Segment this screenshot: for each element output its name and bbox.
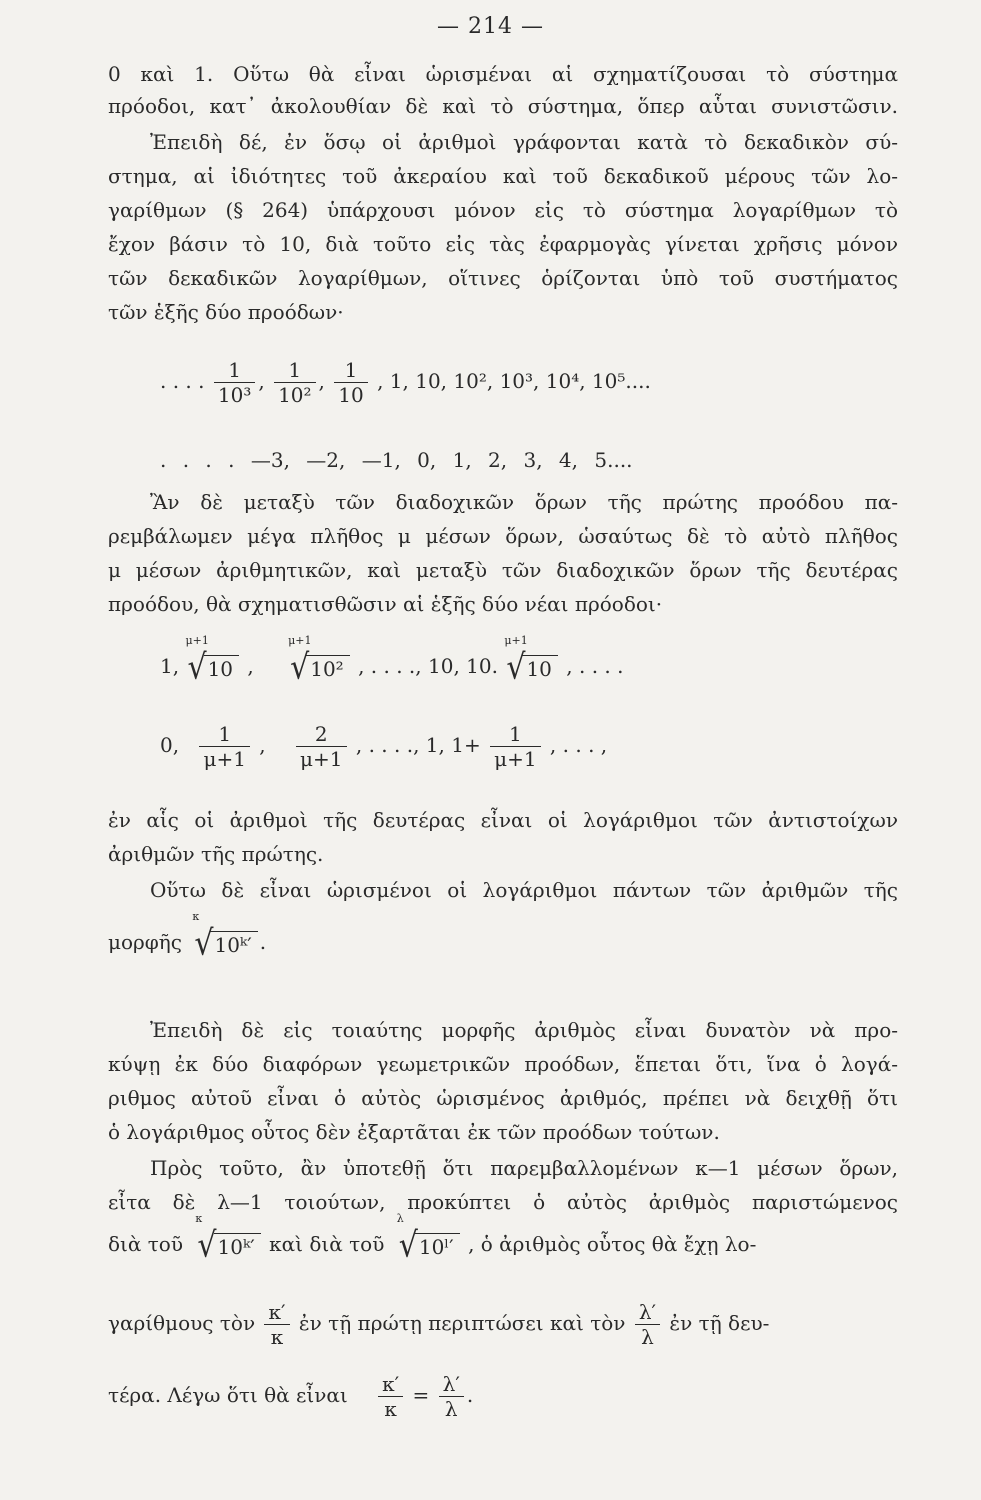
fraction: $\frac{\kappa'}{\kappa}$ [378,1372,403,1421]
root: λ √10ˡ′ [399,1228,460,1263]
equation-form [108,910,267,964]
root: κ √10ᵏ′ [194,926,257,961]
term: μορφῆς [108,930,182,954]
equals-sign: = [412,1383,430,1407]
term: διὰ τοῦ [108,1232,184,1256]
sequence-terms: , 1, 10, 10², 10³, 10⁴, 10⁵.... [377,369,651,393]
text-line: γαρίθμων (§ 264) ὑπάρχουσι μόνον εἰς τὸ σύστημα λογαρίθμων τὸ [108,198,898,222]
term: καὶ διὰ τοῦ [269,1232,385,1256]
fraction: $\frac{\lambda'}{\lambda}$ [439,1372,464,1421]
term: 1, [160,654,180,678]
text-line: εἶτα δὲ λ—1 τοιούτων, προκύπτει ὁ αὐτὸς ἀριθμὸς παριστώμενος [108,1190,898,1214]
text-line: Ἐπειδὴ δέ, ἐν ὅσῳ οἱ ἀριθμοὶ γράφονται κατὰ τὸ δεκαδικὸν σύ- [150,130,898,154]
fraction: $\frac{1}{\text{10³}}$ [214,358,255,407]
text-line: ἔχον βάσιν τὸ 10, διὰ τοῦτο εἰς τὰς ἐφαρμογὰς γίνεται χρῆσις μόνον [108,232,898,256]
term: , . . . ., 10, 10. [358,654,498,678]
text-line: Ἂν δὲ μεταξὺ τῶν διαδοχικῶν ὅρων τῆς πρώτης προόδου πα- [150,490,898,514]
fraction: $\frac{1}{\mu+1}$ [199,722,249,771]
text-line: ρεμβάλωμεν μέγα πλῆθος μ μέσων ὅρων, ὡσαύτως δὲ τὸ αὐτὸ πλῆθος [108,524,898,548]
term: τέρα. Λέγω ὅτι θὰ εἶναι [108,1383,348,1407]
text-line: πρόοδοι, κατ᾽ ἀκολουθίαν δὲ καὶ τὸ σύστημα, ὅπερ αὗται συνιστῶσιν. [108,94,898,118]
text-line: κύψῃ ἐκ δύο διαφόρων γεωμετρικῶν προόδων, ἕπεται ὅτι, ἵνα ὁ λογά- [108,1052,898,1076]
text-line-roots [108,1212,898,1266]
term: 0, [160,733,180,757]
fraction: $\frac{1}{\text{10²}}$ [274,358,315,407]
root: κ √10ᵏ′ [197,1228,260,1263]
text-line: τῶν δεκαδικῶν λογαρίθμων, οἵτινες ὁρίζονται ὑπὸ τοῦ συστήματος [108,266,898,290]
term: , . . . ., 1, 1+ [355,733,481,757]
text-line: τῶν ἑξῆς δύο προόδων· [108,300,344,324]
fraction: $\frac{\kappa'}{\kappa}$ [264,1300,289,1349]
text-line: προόδου, θὰ σχηματισθῶσιν αἱ ἑξῆς δύο νέαι πρόοδοι· [108,592,663,616]
term: . [259,930,267,954]
equation-geometric-progression: . . . . $\frac{1}{\text{10³}}$ , $\frac{1}{\text{10²}}$ , $\frac{1}{10}$ , 1, 10, 10², 10³, 10⁴, 10⁵.... [160,358,651,407]
root: μ+1 √10² [290,650,350,685]
term: . [466,1383,474,1407]
text-line: στημα, αἱ ἰδιότητες τοῦ ἀκεραίου καὶ τοῦ δεκαδικοῦ μέρους τῶν λο- [108,164,898,188]
text-line-fractions [108,1300,908,1349]
root: μ+1 √10 [506,650,558,685]
term: γαρίθμους τὸν [108,1311,256,1335]
term: ἐν τῇ δευ- [669,1311,770,1335]
text-line: 0 καὶ 1. Οὕτω θὰ εἶναι ὡρισμέναι αἱ σχηματίζουσαι τὸ σύστημα [108,62,898,86]
fraction: $\frac{1}{10}$ [334,358,367,407]
text-line: Πρὸς τοῦτο, ἂν ὑποτεθῇ ὅτι παρεμβαλλομένων κ—1 μέσων ὅρων, [150,1156,898,1180]
fraction: $\frac{2}{\mu+1}$ [296,722,346,771]
text-line: ἀριθμῶν τῆς πρώτης. [108,842,324,866]
root: μ+1 √10 [187,650,239,685]
term: , . . . , [549,733,608,757]
ellipsis: . . . . [160,369,205,393]
term: ἐν τῇ πρώτῃ περιπτώσει καὶ τὸν [298,1311,626,1335]
equation-fraction-progression: 0, $\frac{1}{\mu+1}$ , $\frac{2}{\mu+1}$ , . . . ., 1, 1+ $\frac{1}{\mu+1}$ , . . . , [160,722,608,771]
text-line: μ μέσων ἀριθμητικῶν, καὶ μεταξὺ τῶν διαδοχικῶν ὅρων τῆς δευτέρας [108,558,898,582]
page-number: — 214 — [437,14,544,39]
fraction: $\frac{\lambda'}{\lambda}$ [635,1300,660,1349]
text-line: Ἐπειδὴ δὲ εἰς τοιαύτης μορφῆς ἀριθμὸς εἶναι δυνατὸν νὰ προ- [150,1018,898,1042]
term: , . . . . [566,654,624,678]
text-line: ἐν αἷς οἱ ἀριθμοὶ τῆς δευτέρας εἶναι οἱ λογάριθμοι τῶν ἀντιστοίχων [108,808,898,832]
text-line-equality [108,1372,473,1421]
text-line: ριθμος αὐτοῦ εἶναι ὁ αὐτὸς ὡρισμένος ἀριθμός, πρέπει νὰ δειχθῇ ὅτι [108,1086,898,1110]
equation-arithmetic-progression: . . . . —3, —2, —1, 0, 1, 2, 3, 4, 5.... [160,448,633,472]
text-line: ὁ λογάριθμος οὗτος δὲν ἐξαρτᾶται ἐκ τῶν προόδων τούτων. [108,1120,720,1144]
equation-root-progression: 1, μ+1 √10 , μ+1 √10² , . . . ., 10, 10. μ+1 √10 , . . . . [160,634,624,688]
text-line: Οὕτω δὲ εἶναι ὡρισμένοι οἱ λογάριθμοι πάντων τῶν ἀριθμῶν τῆς [150,878,898,902]
fraction: $\frac{1}{\mu+1}$ [490,722,540,771]
term: , ὁ ἀριθμὸς οὗτος θὰ ἔχῃ λο- [468,1232,757,1256]
